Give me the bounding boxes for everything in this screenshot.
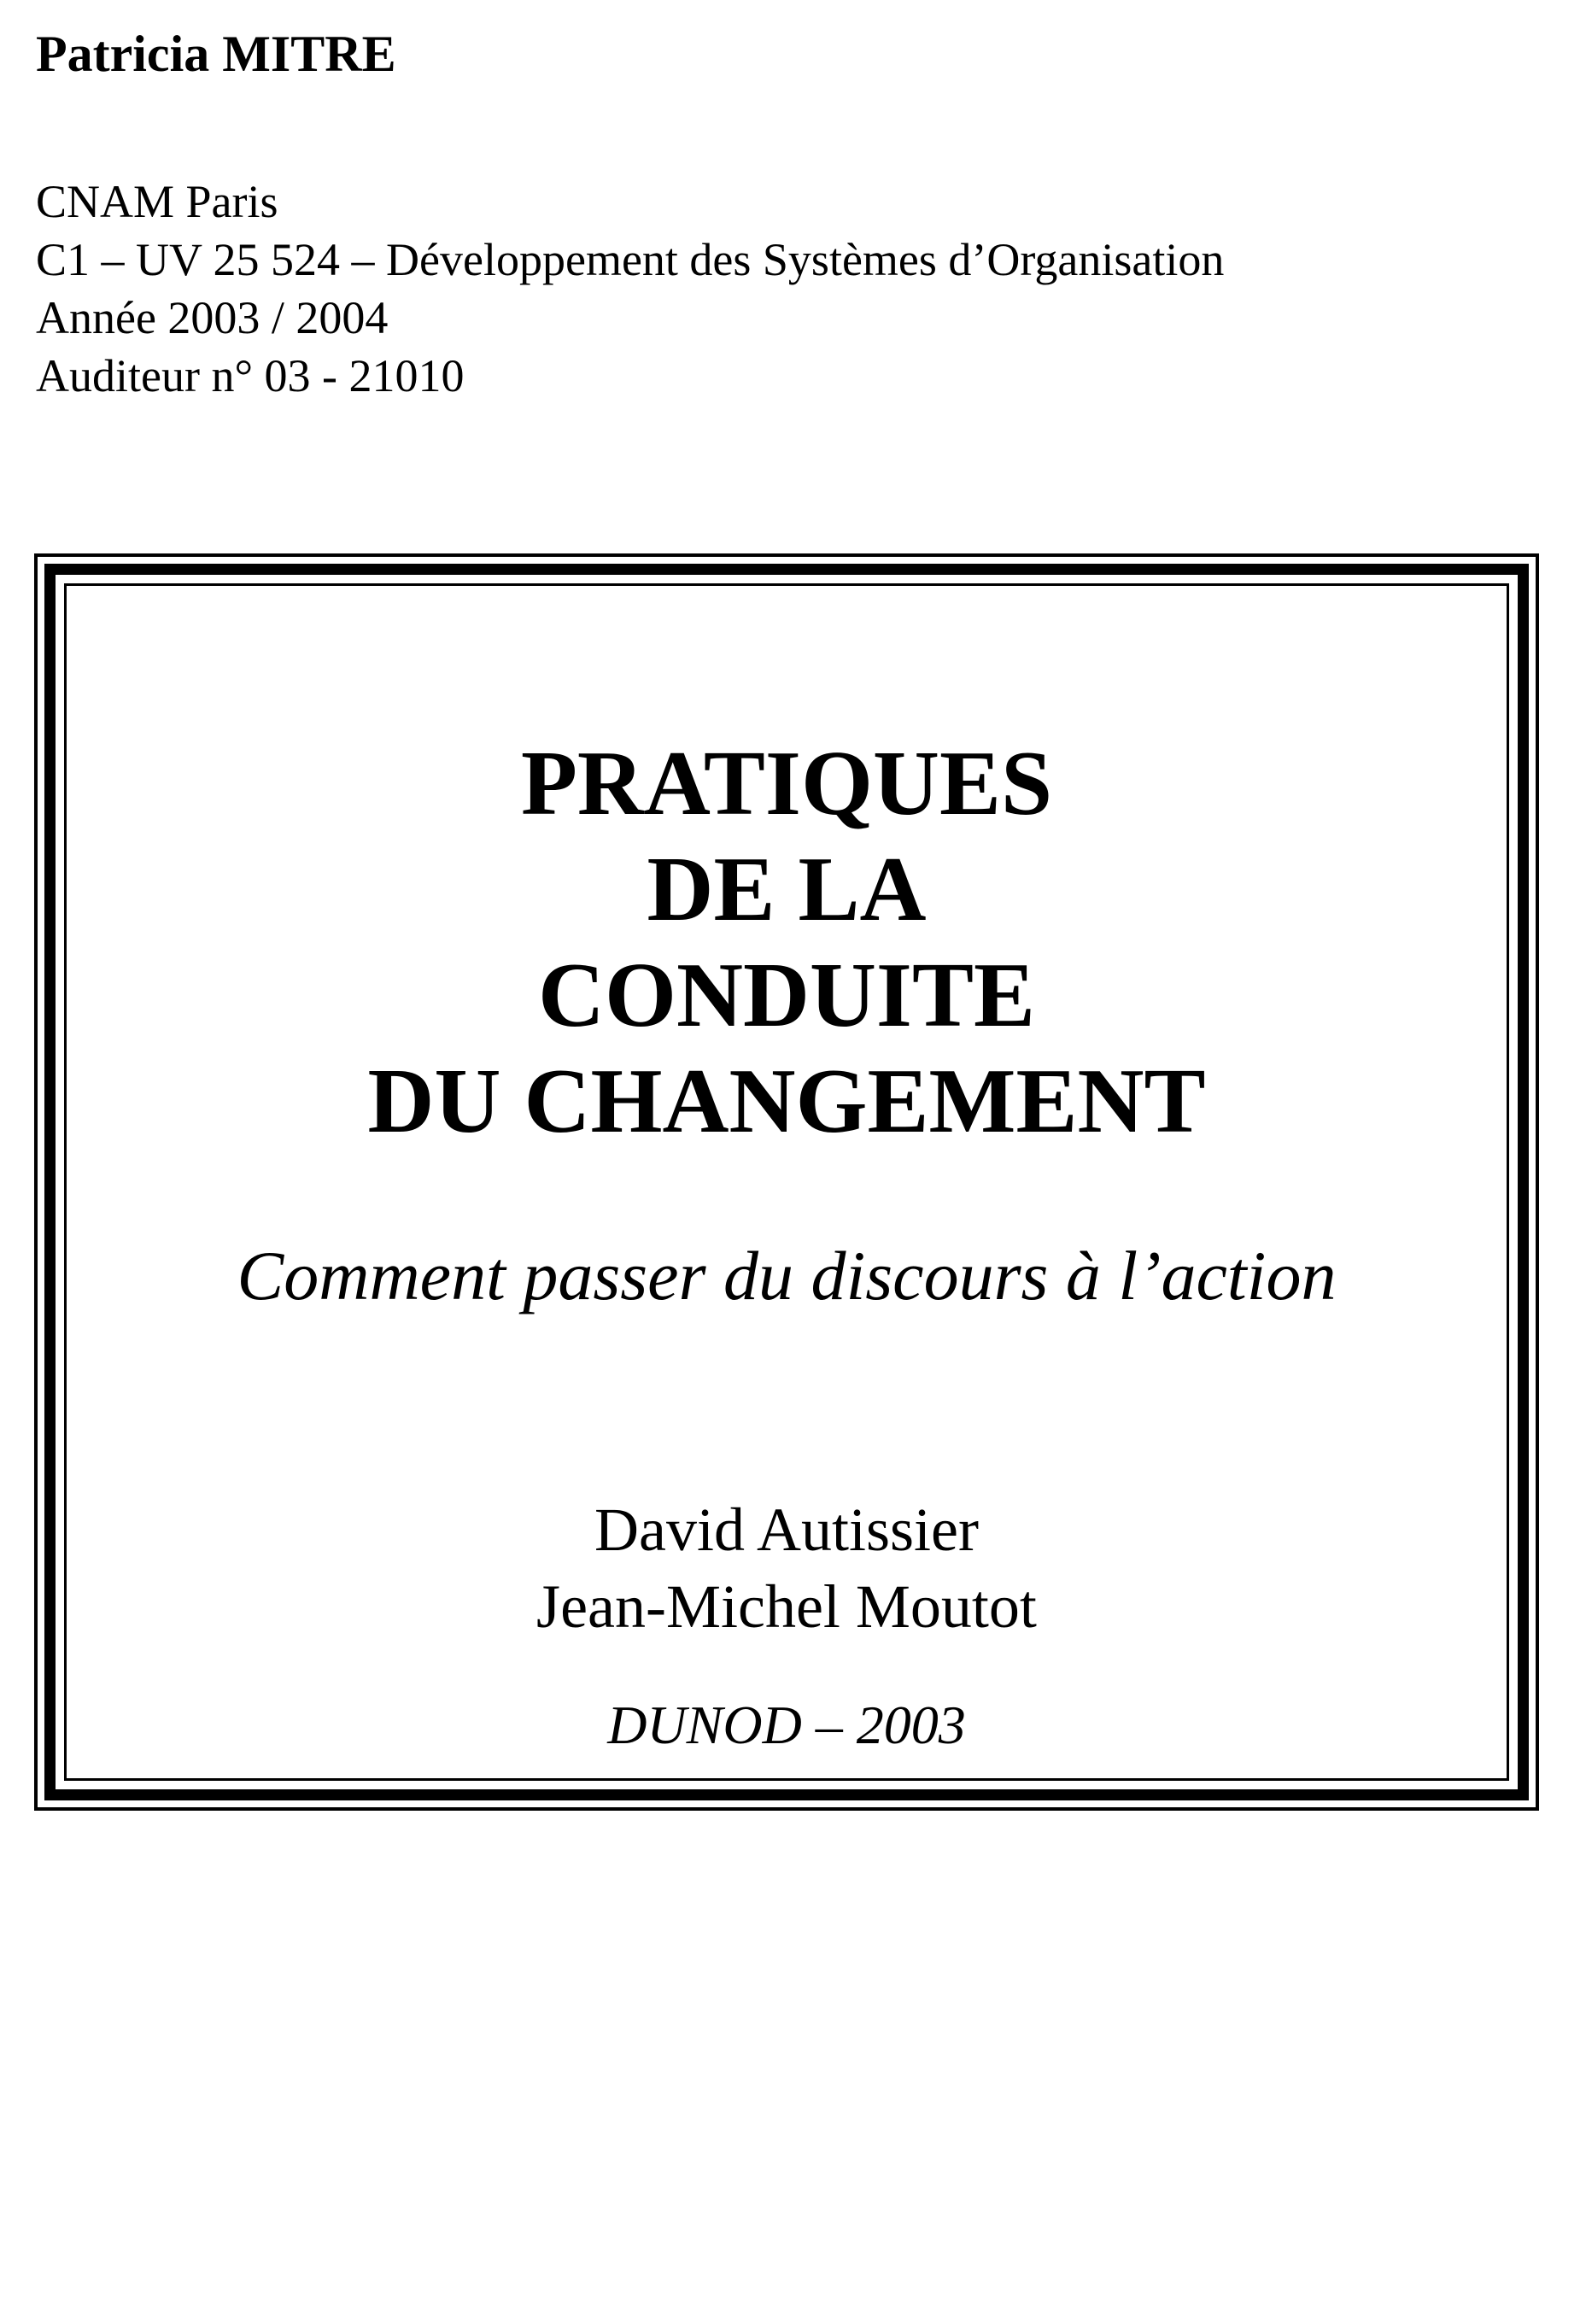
book-title-line: DU CHANGEMENT [367,1051,1206,1152]
book-title-line: PRATIQUES [520,733,1053,834]
institution: CNAM Paris [36,176,278,227]
book-author: Jean-Michel Moutot [536,1572,1037,1641]
book-author: David Autissier [594,1496,979,1564]
auditor-number: Auditeur n° 03 - 21010 [36,350,465,401]
book-publisher: DUNOD – 2003 [607,1695,966,1755]
book-frame-thick-border [44,564,1529,1800]
student-name: Patricia MITRE [36,26,396,82]
book-authors [67,1491,1507,1645]
document-header [36,19,1539,405]
course-title: C1 – UV 25 524 – Développement des Systèmes d’Organisation [36,234,1225,285]
book-title-line: CONDUITE [537,945,1036,1046]
book-title [67,731,1507,1155]
academic-year: Année 2003 / 2004 [36,292,389,343]
book-frame-inner-border [64,583,1509,1781]
book-title-line: DE LA [647,839,927,940]
course-info [36,173,1539,405]
book-frame [34,553,1539,1811]
book-subtitle: Comment passer du discours à l’action [237,1237,1337,1314]
